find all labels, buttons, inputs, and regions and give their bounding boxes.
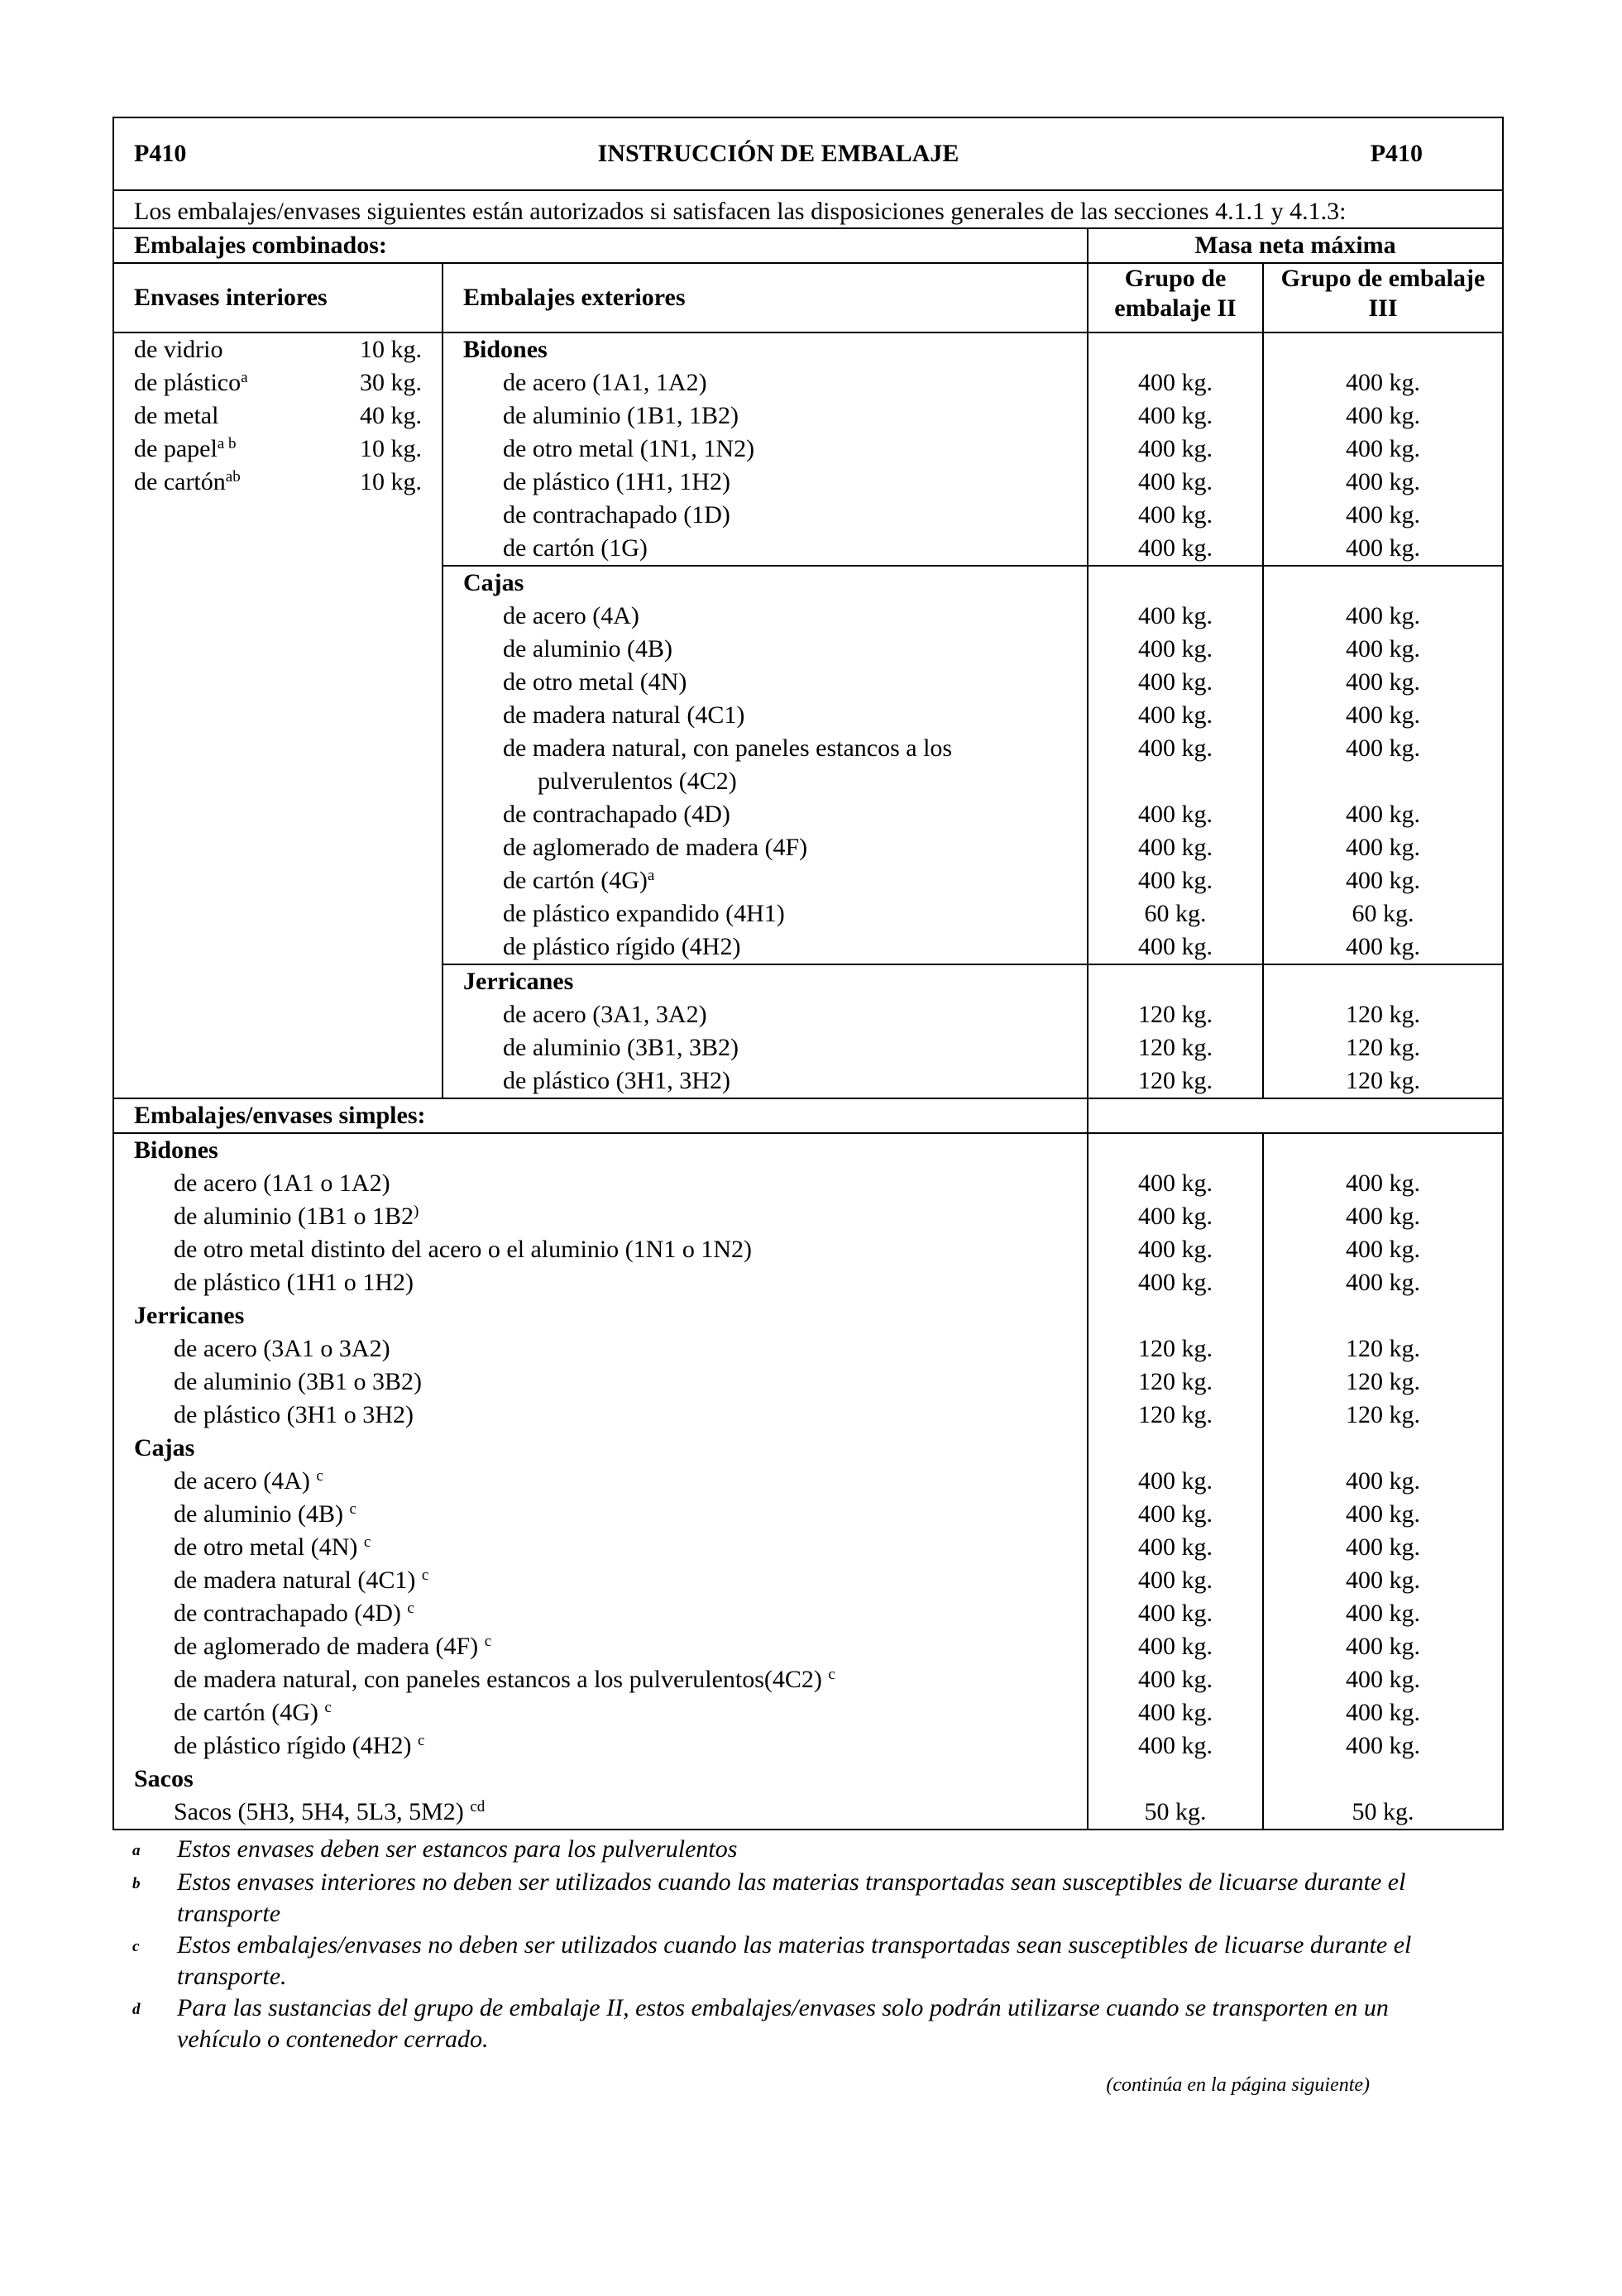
mass-pg2: 400 kg.: [1138, 1567, 1213, 1594]
inner-packaging-label: de metal: [134, 402, 219, 429]
outer-packaging-item: [443, 831, 1087, 864]
single-packaging-item: [114, 1531, 1087, 1564]
mass-pg2: 400 kg.: [1138, 1732, 1213, 1759]
outer-packaging-label: de plástico rígido (4H2): [503, 933, 741, 960]
single-packaging-label: de madera natural (4C1): [174, 1567, 422, 1594]
outer-packaging-label: de contrachapado (4D): [503, 801, 730, 828]
mass-pg3: 120 kg.: [1346, 1368, 1420, 1395]
single-packaging-item: [114, 1233, 1087, 1266]
outer-group-jerricanes-pg3: [1263, 964, 1503, 1098]
outer-packaging-label: de contrachapado (1D): [503, 501, 730, 529]
blank-line: [1264, 765, 1502, 798]
mass-pg3: 400 kg.: [1346, 435, 1420, 462]
mass-pg3: 400 kg.: [1346, 1732, 1420, 1759]
inner-packaging-name: [134, 399, 218, 433]
group-title: Jerricanes: [463, 968, 574, 995]
inner-packagings-cell: [113, 332, 443, 1098]
mass-pg3: 400 kg.: [1346, 734, 1420, 762]
outer-packaging-label: de plástico (3H1, 3H2): [503, 1067, 730, 1094]
mass-pg3: 400 kg.: [1346, 1699, 1420, 1726]
mass-pg2: 400 kg.: [1138, 1467, 1213, 1495]
footnote-mark: d: [132, 2001, 141, 2018]
footnote-ref: c: [407, 1600, 414, 1617]
group-title: Cajas: [134, 1434, 195, 1461]
footnote-ref: c: [363, 1533, 371, 1551]
outer-packaging-label: de aluminio (4B): [503, 635, 672, 662]
mass-header: Masa neta máxima: [1088, 228, 1503, 263]
combined-label: Embalajes combinados:: [113, 228, 1088, 263]
inner-packaging-row: [114, 366, 442, 399]
outer-group-jerricanes: [443, 964, 1088, 1098]
single-packagings-cell: [113, 1133, 1088, 1830]
outer-packaging-label: de aluminio (3B1, 3B2): [503, 1034, 739, 1061]
outer-group-cajas-pg3: [1263, 566, 1503, 964]
footnote-ref: c: [324, 1699, 332, 1716]
inner-packaging-name: [134, 433, 236, 466]
mass-pg2: 400 kg.: [1138, 1170, 1213, 1197]
single-packaging-label: de acero (4A): [174, 1467, 317, 1495]
mass-pg3: 120 kg.: [1346, 1034, 1420, 1061]
footnote: [112, 1867, 1502, 1930]
outer-packaging-label: de acero (4A): [503, 602, 639, 629]
outer-packaging-item: [443, 998, 1087, 1031]
mass-pg3: 400 kg.: [1346, 534, 1420, 562]
outer-packaging-label: de otro metal (1N1, 1N2): [503, 435, 755, 462]
footnote-mark: c: [132, 1938, 140, 1955]
outer-group-cajas: [443, 566, 1088, 964]
inner-packaging-row: [114, 433, 442, 466]
instruction-code-right: P410: [1370, 140, 1423, 167]
mass-pg2: 400 kg.: [1138, 1500, 1213, 1528]
mass-pg2: 60 kg.: [1144, 900, 1207, 927]
footnote-ref: c: [316, 1467, 323, 1485]
intro-text: Los embalajes/envases siguientes están autorizados si satisfacen las disposiciones generales de las secciones 4.1.1 y 4.1.3:: [113, 190, 1503, 228]
mass-pg3: 120 kg.: [1346, 1067, 1420, 1094]
mass-pg3: 400 kg.: [1346, 1170, 1420, 1197]
single-packaging-label: de contrachapado (4D): [174, 1600, 408, 1627]
footnote-ref: c: [484, 1633, 492, 1650]
mass-pg2: 400 kg.: [1138, 834, 1213, 861]
single-packaging-label: de plástico (1H1 o 1H2): [174, 1269, 414, 1296]
col-pg3-header: Grupo de embalaje III: [1263, 263, 1503, 332]
single-packaging-item: [114, 1498, 1087, 1531]
blank-line: [1264, 1134, 1502, 1167]
blank-line: [1264, 1299, 1502, 1332]
mass-pg2: 400 kg.: [1138, 602, 1213, 629]
inner-packaging-label: de vidrio: [134, 336, 223, 363]
mass-pg3: 400 kg.: [1346, 1236, 1420, 1263]
mass-pg2: 120 kg.: [1138, 1401, 1213, 1428]
col-inner-header: Envases interiores: [113, 263, 443, 332]
footnote: [112, 1834, 1502, 1867]
mass-pg2: 400 kg.: [1138, 435, 1213, 462]
mass-pg2: 400 kg.: [1138, 1600, 1213, 1627]
mass-pg2: 120 kg.: [1138, 1067, 1213, 1094]
single-packaging-item: [114, 1200, 1087, 1233]
outer-packaging-item: [443, 897, 1087, 930]
outer-packaging-item: [443, 666, 1087, 699]
mass-pg3: 400 kg.: [1346, 1203, 1420, 1230]
outer-packaging-item: [443, 732, 1087, 765]
mass-pg2: 400 kg.: [1138, 933, 1213, 960]
mass-pg3: 120 kg.: [1346, 1401, 1420, 1428]
outer-packaging-item: [443, 532, 1087, 565]
outer-packaging-label: de madera natural, con paneles estancos a los: [503, 734, 953, 762]
footnote-ref: c: [349, 1500, 356, 1518]
single-packaging-label: de aluminio (3B1 o 3B2): [174, 1368, 422, 1395]
inner-packaging-label: de cartón: [134, 468, 226, 495]
mass-pg3: 120 kg.: [1346, 1335, 1420, 1362]
packing-table: [112, 117, 1504, 1830]
footnote-ref: ab: [225, 468, 241, 486]
outer-packaging-label: de aluminio (1B1, 1B2): [503, 402, 739, 429]
single-packaging-item: [114, 1796, 1087, 1829]
mass-pg3: 400 kg.: [1346, 602, 1420, 629]
mass-pg2: 120 kg.: [1138, 1001, 1213, 1028]
outer-packaging-label: de acero (1A1, 1A2): [503, 369, 707, 396]
outer-packaging-item: [443, 864, 1087, 897]
single-packaging-item: [114, 1167, 1087, 1200]
single-packaging-label: de aluminio (4B): [174, 1500, 350, 1528]
mass-pg3: 400 kg.: [1346, 1467, 1420, 1495]
blank-line: [1264, 567, 1502, 600]
mass-pg2: 400 kg.: [1138, 1236, 1213, 1263]
mass-pg3: 400 kg.: [1346, 468, 1420, 495]
outer-packaging-item: [443, 399, 1087, 433]
single-packaging-item: [114, 1663, 1087, 1696]
outer-packaging-item: [443, 633, 1087, 666]
group-title: Bidones: [134, 1136, 218, 1164]
group-title: Cajas: [463, 569, 524, 596]
blank-line: [1089, 1134, 1262, 1167]
mass-pg3: 400 kg.: [1346, 369, 1420, 396]
footnote: [112, 1930, 1502, 1992]
mass-pg3: 400 kg.: [1346, 402, 1420, 429]
inner-packaging-label: de papel: [134, 435, 218, 462]
outer-packaging-item: [443, 499, 1087, 532]
outer-packaging-item: [443, 1064, 1087, 1098]
mass-pg2: 400 kg.: [1138, 1633, 1213, 1660]
footnote-ref: a: [241, 369, 248, 386]
mass-pg3: 400 kg.: [1346, 501, 1420, 529]
outer-group-jerricanes-pg2: [1088, 964, 1263, 1098]
outer-packaging-item: [443, 600, 1087, 633]
mass-pg2: 400 kg.: [1138, 402, 1213, 429]
outer-packaging-item: [443, 699, 1087, 732]
blank-line: [1089, 765, 1262, 798]
outer-group-bidones-pg3: [1263, 332, 1503, 566]
outer-packaging-label: de madera natural (4C1): [503, 701, 745, 729]
mass-pg2: 400 kg.: [1138, 734, 1213, 762]
mass-pg2: 400 kg.: [1138, 867, 1213, 894]
mass-pg3: 120 kg.: [1346, 1001, 1420, 1028]
inner-packaging-mass: 10 kg.: [360, 435, 422, 462]
single-packaging-label: de otro metal distinto del acero o el aluminio (1N1 o 1N2): [174, 1236, 752, 1263]
outer-packaging-item: [443, 433, 1087, 466]
group-title: Jerricanes: [134, 1302, 245, 1329]
mass-pg2: 400 kg.: [1138, 635, 1213, 662]
footnote-text: Estos embalajes/envases no deben ser utilizados cuando las materias transportadas sean susceptibles de licuarse durante el transporte.: [177, 1931, 1412, 1990]
mass-pg3: 400 kg.: [1346, 1600, 1420, 1627]
single-packaging-label: de acero (1A1 o 1A2): [174, 1170, 390, 1197]
footnote-text: Para las sustancias del grupo de embalaje II, estos embalajes/envases solo podrán utilizarse cuando se transporten en un vehículo o contenedor cerrado.: [177, 1994, 1389, 2053]
single-packaging-item: [114, 1332, 1087, 1366]
footnotes: [112, 1834, 1502, 2055]
single-packaging-item: [114, 1465, 1087, 1498]
outer-packaging-label: de plástico expandido (4H1): [503, 900, 785, 927]
outer-packaging-item: [443, 466, 1087, 499]
blank-line: [1089, 1432, 1262, 1465]
single-packaging-label: de cartón (4G): [174, 1699, 325, 1726]
mass-pg2: 400 kg.: [1138, 801, 1213, 828]
blank-line: [1089, 1763, 1262, 1796]
inner-packaging-mass: 10 kg.: [360, 336, 422, 363]
outer-packaging-item: [443, 366, 1087, 399]
single-label-blank: [1088, 1098, 1503, 1133]
group-title: Bidones: [463, 336, 548, 363]
single-label: Embalajes/envases simples:: [113, 1098, 1088, 1133]
inner-packaging-mass: 40 kg.: [360, 402, 422, 429]
blank-line: [1089, 1299, 1262, 1332]
inner-packaging-name: [134, 366, 248, 399]
mass-pg2: 50 kg.: [1144, 1798, 1207, 1825]
outer-packaging-label: de aglomerado de madera (4F): [503, 834, 808, 861]
mass-pg2: 400 kg.: [1138, 1533, 1213, 1561]
footnote-mark: a: [132, 1842, 141, 1859]
single-packaging-item: [114, 1564, 1087, 1597]
mass-pg2: 400 kg.: [1138, 701, 1213, 729]
footnote-ref: a: [647, 867, 655, 884]
single-packaging-label: de madera natural, con paneles estancos a los pulverulentos(4C2): [174, 1666, 829, 1693]
blank-line: [1089, 567, 1262, 600]
mass-pg2: 400 kg.: [1138, 534, 1213, 562]
single-packaging-label: de plástico rígido (4H2): [174, 1732, 418, 1759]
single-packaging-item: [114, 1696, 1087, 1729]
mass-pg2: 400 kg.: [1138, 468, 1213, 495]
single-packaging-label: de aglomerado de madera (4F): [174, 1633, 485, 1660]
footnote-mark: b: [132, 1875, 141, 1892]
inner-packaging-mass: 30 kg.: [360, 369, 422, 396]
mass-pg2: 400 kg.: [1138, 668, 1213, 696]
mass-pg3: 60 kg.: [1352, 900, 1414, 927]
mass-pg3: 400 kg.: [1346, 1269, 1420, 1296]
mass-pg3: 400 kg.: [1346, 1633, 1420, 1660]
outer-packaging-label: de cartón (1G): [503, 534, 648, 562]
outer-packaging-label: de cartón (4G): [503, 867, 648, 894]
col-pg2-header: Grupo de embalaje II: [1088, 263, 1263, 332]
mass-pg3: 400 kg.: [1346, 801, 1420, 828]
mass-pg2: 120 kg.: [1138, 1034, 1213, 1061]
outer-packaging-item-cont: pulverulentos (4C2): [538, 768, 737, 795]
blank-line: [1264, 1763, 1502, 1796]
outer-packaging-label: de otro metal (4N): [503, 668, 687, 696]
outer-packaging-item: [443, 930, 1087, 964]
mass-pg3: 400 kg.: [1346, 701, 1420, 729]
footnote-ref: ): [413, 1203, 419, 1220]
continued-note: (continúa en la página siguiente): [1106, 2074, 1370, 2096]
single-packaging-label: Sacos (5H3, 5H4, 5L3, 5M2): [174, 1798, 471, 1825]
footnote-ref: a b: [217, 435, 237, 452]
mass-pg3: 400 kg.: [1346, 933, 1420, 960]
mass-pg3: 400 kg.: [1346, 1533, 1420, 1561]
blank-line: [1089, 965, 1262, 998]
mass-pg2: 400 kg.: [1138, 1203, 1213, 1230]
blank-line: [1264, 333, 1502, 366]
inner-packaging-mass: 10 kg.: [360, 468, 422, 495]
footnote-ref: c: [828, 1666, 835, 1683]
mass-pg3: 50 kg.: [1352, 1798, 1414, 1825]
mass-pg3: 400 kg.: [1346, 635, 1420, 662]
footnote: [112, 1992, 1502, 2055]
single-packaging-item: [114, 1366, 1087, 1399]
single-packaging-label: de acero (3A1 o 3A2): [174, 1335, 390, 1362]
inner-packaging-name: [134, 333, 222, 366]
single-packaging-item: [114, 1399, 1087, 1432]
mass-pg2: 400 kg.: [1138, 369, 1213, 396]
outer-packaging-label: de plástico (1H1, 1H2): [503, 468, 730, 495]
outer-packaging-item: [443, 1031, 1087, 1064]
mass-pg3: 400 kg.: [1346, 834, 1420, 861]
group-title: Sacos: [134, 1765, 194, 1792]
mass-pg2: 400 kg.: [1138, 501, 1213, 529]
inner-packaging-name: [134, 466, 241, 499]
footnote-ref: c: [421, 1567, 429, 1584]
mass-pg2: 120 kg.: [1138, 1368, 1213, 1395]
outer-group-bidones: [443, 332, 1088, 566]
table-header: [113, 117, 1503, 190]
mass-pg2: 120 kg.: [1138, 1335, 1213, 1362]
mass-pg2: 400 kg.: [1138, 1666, 1213, 1693]
single-packaging-item: [114, 1729, 1087, 1763]
mass-pg3: 400 kg.: [1346, 867, 1420, 894]
single-packaging-item: [114, 1630, 1087, 1663]
inner-packaging-label: de plástico: [134, 369, 242, 396]
outer-group-bidones-pg2: [1088, 332, 1263, 566]
blank-line: [1089, 333, 1262, 366]
footnote-ref: cd: [470, 1798, 486, 1815]
instruction-code-left: P410: [134, 140, 187, 167]
single-packaging-item: [114, 1266, 1087, 1299]
outer-packaging-label: de acero (3A1, 3A2): [503, 1001, 707, 1028]
single-pg2-cell: [1088, 1133, 1263, 1830]
instruction-title: INSTRUCCIÓN DE EMBALAJE: [597, 140, 959, 167]
blank-line: [1264, 1432, 1502, 1465]
single-packaging-item: [114, 1597, 1087, 1630]
inner-packaging-row: [114, 333, 442, 366]
mass-pg3: 400 kg.: [1346, 1567, 1420, 1594]
outer-group-cajas-pg2: [1088, 566, 1263, 964]
single-packaging-label: de plástico (3H1 o 3H2): [174, 1401, 414, 1428]
mass-pg3: 400 kg.: [1346, 1500, 1420, 1528]
outer-packaging-item: [443, 798, 1087, 831]
single-packaging-label: de otro metal (4N): [174, 1533, 364, 1561]
packing-instruction-page: [112, 117, 1502, 2055]
mass-pg3: 400 kg.: [1346, 1666, 1420, 1693]
mass-pg2: 400 kg.: [1138, 1699, 1213, 1726]
footnote-text: Estos envases deben ser estancos para los pulverulentos: [177, 1835, 738, 1863]
blank-line: [1264, 965, 1502, 998]
mass-pg3: 400 kg.: [1346, 668, 1420, 696]
single-packaging-label: de aluminio (1B1 o 1B2: [174, 1203, 414, 1230]
single-pg3-cell: [1263, 1133, 1503, 1830]
inner-packaging-row: [114, 466, 442, 499]
inner-packaging-row: [114, 399, 442, 433]
footnote-ref: c: [417, 1732, 425, 1749]
col-outer-header: Embalajes exteriores: [443, 263, 1088, 332]
mass-pg2: 400 kg.: [1138, 1269, 1213, 1296]
footnote-text: Estos envases interiores no deben ser utilizados cuando las materias transportadas sean susceptibles de licuarse durante el transporte: [177, 1868, 1406, 1927]
